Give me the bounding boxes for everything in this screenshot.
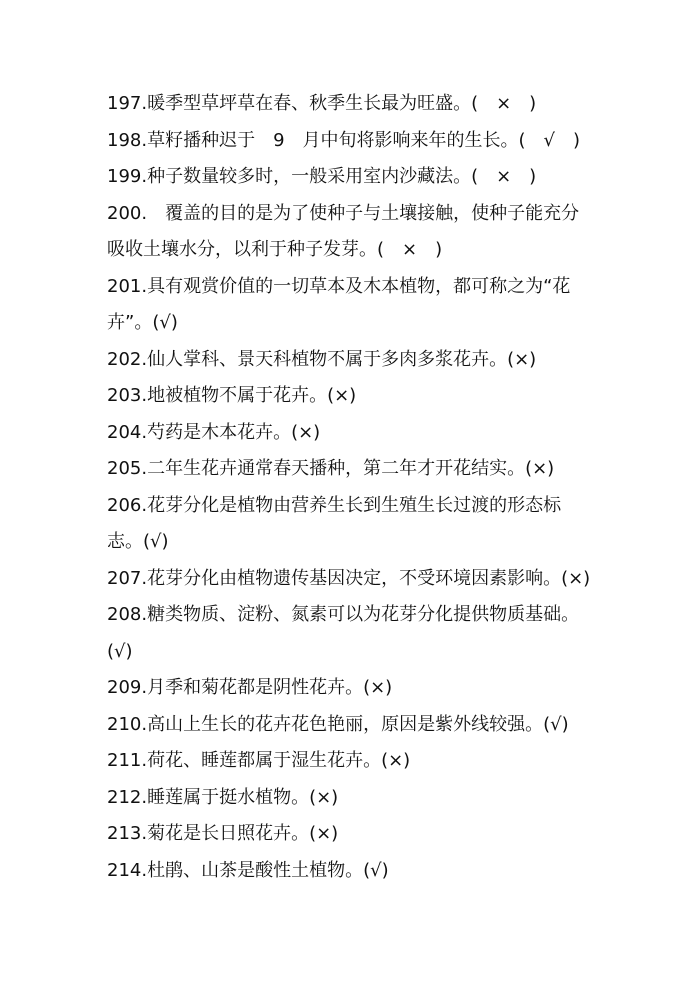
question-211: 211.荷花、睡莲都属于湿生花卉。(×) bbox=[107, 750, 411, 771]
question-200-line-2: 吸收土壤水分，以利于种子发芽。( × ) bbox=[107, 239, 443, 260]
question-202: 202.仙人掌科、景天科植物不属于多肉多浆花卉。(×) bbox=[107, 348, 537, 370]
question-201-line-1: 201.具有观赏价值的一切草本及木本植物，都可称之为“花 bbox=[107, 275, 571, 297]
question-206-line-1: 206.花芽分化是植物由营养生长到生殖生长过渡的形态标 bbox=[107, 494, 562, 516]
question-205: 205.二年生花卉通常春天播种，第二年才开花结实。(×) bbox=[107, 458, 555, 479]
question-201-line-2: 卉”。(√) bbox=[107, 312, 178, 333]
question-203: 203.地被植物不属于花卉。(×) bbox=[107, 385, 357, 406]
question-209: 209.月季和菊花都是阴性花卉。(×) bbox=[107, 677, 393, 698]
question-208-line-1: 208.糖类物质、淀粉、氮素可以为花芽分化提供物质基础。 bbox=[107, 604, 580, 625]
question-200-line-1: 200. 覆盖的目的是为了使种子与土壤接触，使种子能充分 bbox=[107, 202, 580, 224]
question-207: 207.花芽分化由植物遗传基因决定，不受环境因素影响。(×) bbox=[107, 567, 591, 589]
question-212: 212.睡莲属于挺水植物。(×) bbox=[107, 786, 339, 808]
question-214: 214.杜鹃、山茶是酸性土植物。(√) bbox=[107, 859, 389, 881]
question-204: 204.芍药是木本花卉。(×) bbox=[107, 421, 321, 443]
question-198: 198.草籽播种迟于 9 月中旬将影响来年的生长。( √ ) bbox=[107, 129, 581, 151]
question-199: 199.种子数量较多时，一般采用室内沙藏法。( × ) bbox=[107, 166, 537, 187]
question-206-line-2: 志。(√) bbox=[107, 531, 169, 552]
question-210: 210.高山上生长的花卉花色艳丽，原因是紫外线较强。(√) bbox=[107, 713, 569, 735]
question-208-line-2: (√) bbox=[107, 640, 133, 662]
question-197: 197.暖季型草坪草在春、秋季生长最为旺盛。( × ) bbox=[107, 93, 537, 114]
question-213: 213.菊花是长日照花卉。(×) bbox=[107, 823, 339, 844]
